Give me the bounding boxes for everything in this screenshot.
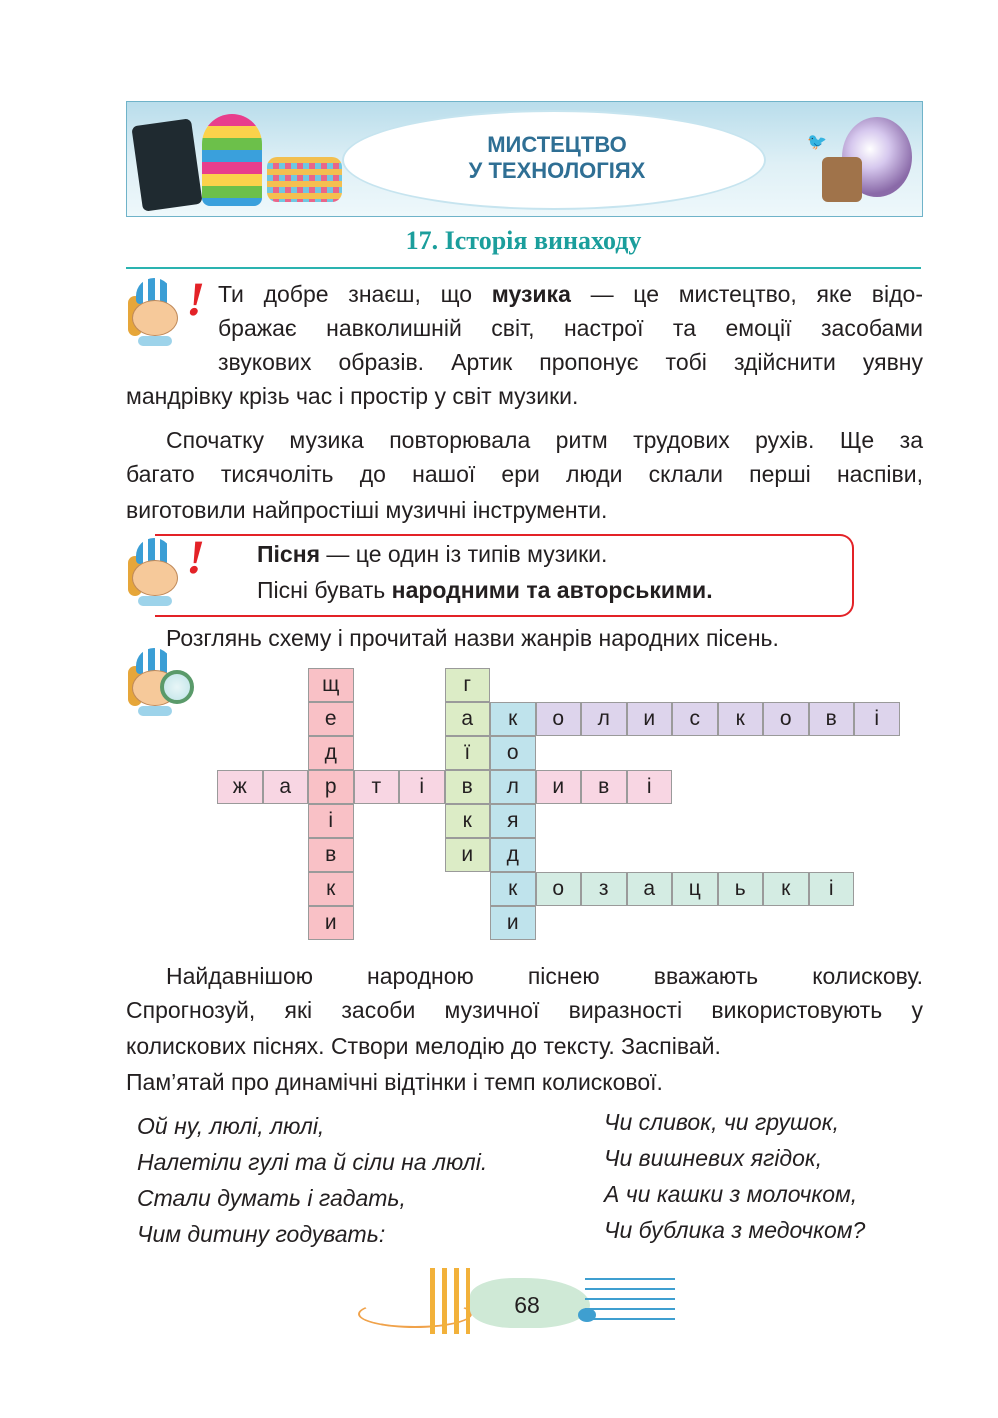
crossword-cell: и: [627, 702, 673, 736]
banner-title-line2: У ТЕХНОЛОГІЯХ: [468, 158, 646, 183]
crossword-cell: е: [308, 702, 354, 736]
crossword-cell: о: [536, 702, 582, 736]
crossword-cell: в: [581, 770, 627, 804]
crossword-cell: і: [399, 770, 445, 804]
poem-line: Ой ну, люлі, люлі,: [137, 1113, 325, 1139]
info-line-2: Пісні бувать народними та авторськими.: [257, 577, 713, 603]
banner-title: [407, 132, 707, 184]
artyk-character-icon: [128, 538, 188, 608]
info-box: [155, 534, 854, 617]
smartphone-icon: [131, 118, 202, 212]
poem-line: Налетіли гулі та й сіли на люлі.: [137, 1149, 488, 1175]
crossword-cell: в: [445, 770, 491, 804]
lesson-title: 17. Історія винаходу: [405, 226, 642, 255]
crossword-cell: р: [308, 770, 354, 804]
exclamation-icon: !: [183, 531, 209, 584]
section-banner: [126, 101, 923, 217]
paintbrush-icon: [430, 1268, 470, 1334]
crossword-cell: и: [308, 906, 354, 940]
crossword-cell: к: [490, 702, 536, 736]
crossword-cell: і: [809, 872, 855, 906]
crossword-cell: і: [854, 702, 900, 736]
crossword-cell: ц: [672, 872, 718, 906]
crossword-cell: с: [672, 702, 718, 736]
page-number: 68: [514, 1292, 540, 1318]
crossword-cell: і: [627, 770, 673, 804]
poem-right: [604, 1104, 865, 1248]
crossword-cell: ї: [445, 736, 491, 770]
crossword-cell: а: [445, 702, 491, 736]
poem-left: [137, 1108, 487, 1252]
para3-line-3: колискових піснях. Створи мелодію до тексту. Заспівай.: [126, 1033, 721, 1059]
crossword-cell: а: [627, 872, 673, 906]
para3-line-2: Спрогнозуй, які засоби музичної виразності використовують у: [126, 997, 923, 1023]
crossword-cell: в: [308, 838, 354, 872]
exclamation-icon: !: [183, 273, 209, 326]
crossword-cell: г: [445, 668, 491, 702]
info-line-1: Пісня — це один із типів музики.: [257, 541, 608, 567]
crossword-cell: о: [536, 872, 582, 906]
para2-line-3: виготовили найпростіші музичні інструменти.: [126, 497, 608, 523]
crossword-cell: и: [536, 770, 582, 804]
poem-line: Чи сливок, чи грушок,: [604, 1109, 839, 1135]
crossword-cell: л: [581, 702, 627, 736]
crossword-cell: и: [490, 906, 536, 940]
crossword-cell: к: [445, 804, 491, 838]
crossword-cell: і: [308, 804, 354, 838]
para3-line-4: Пам’ятай про динамічні відтінки і темп колискової.: [126, 1069, 663, 1095]
poem-line: А чи кашки з молочком,: [604, 1181, 858, 1207]
drum-icon: [822, 157, 862, 202]
title-divider: [126, 267, 921, 269]
crossword-cell: ж: [217, 770, 263, 804]
para2-line-2: багато тисячоліть до нашої ери люди склали перші наспіви,: [126, 461, 923, 487]
crossword-cell: о: [490, 736, 536, 770]
crossword-cell: о: [763, 702, 809, 736]
patchwork-cat-icon: [267, 157, 342, 202]
crossword-cell: з: [581, 872, 627, 906]
crossword-cell: д: [308, 736, 354, 770]
poem-line: Стали думать і гадать,: [137, 1185, 406, 1211]
poem-line: Чи вишневих ягідок,: [604, 1145, 823, 1171]
crossword-cell: т: [354, 770, 400, 804]
intro-line-4: мандрівку крізь час і простір у світ музики.: [126, 383, 579, 409]
crossword-cell: к: [490, 872, 536, 906]
banner-title-line1: МИСТЕЦТВО: [487, 132, 627, 157]
task-text: Розглянь схему і прочитай назви жанрів народних пісень.: [166, 625, 779, 651]
music-staff-icon: [585, 1278, 675, 1322]
crossword-cell: к: [718, 702, 764, 736]
poem-line: Чи бублика з медочком?: [604, 1217, 866, 1243]
crossword-cell: а: [263, 770, 309, 804]
crossword-cell: д: [490, 838, 536, 872]
crossword-cell: к: [763, 872, 809, 906]
crossword-cell: л: [490, 770, 536, 804]
crossword-cell: и: [445, 838, 491, 872]
para3-line-1: Найдавнішою народною піснею вважають колискову.: [166, 963, 923, 989]
twitter-bird-icon: 🐦: [807, 134, 827, 151]
colorful-cat-icon: [202, 114, 262, 206]
poem-line: Чим дитину годувать:: [137, 1221, 386, 1247]
music-note-icon: [578, 1308, 596, 1322]
crossword-cell: в: [809, 702, 855, 736]
intro-line-1: Ти добре знаєш, що музика — це мистецтво, яке відо-: [218, 281, 923, 307]
crossword-cell: к: [308, 872, 354, 906]
intro-line-2: бражає навколишній світ, настрої та емоції засобами: [218, 315, 923, 341]
magnifying-glass-icon: [160, 670, 194, 704]
crossword-cell: щ: [308, 668, 354, 702]
crossword-cell: я: [490, 804, 536, 838]
crossword-cell: ь: [718, 872, 764, 906]
intro-line-3: звукових образів. Артик пропонує тобі здійснити уявну: [218, 349, 923, 375]
artyk-character-icon: [128, 278, 188, 348]
para2-line-1: Спочатку музика повторювала ритм трудових рухів. Ще за: [166, 427, 923, 453]
